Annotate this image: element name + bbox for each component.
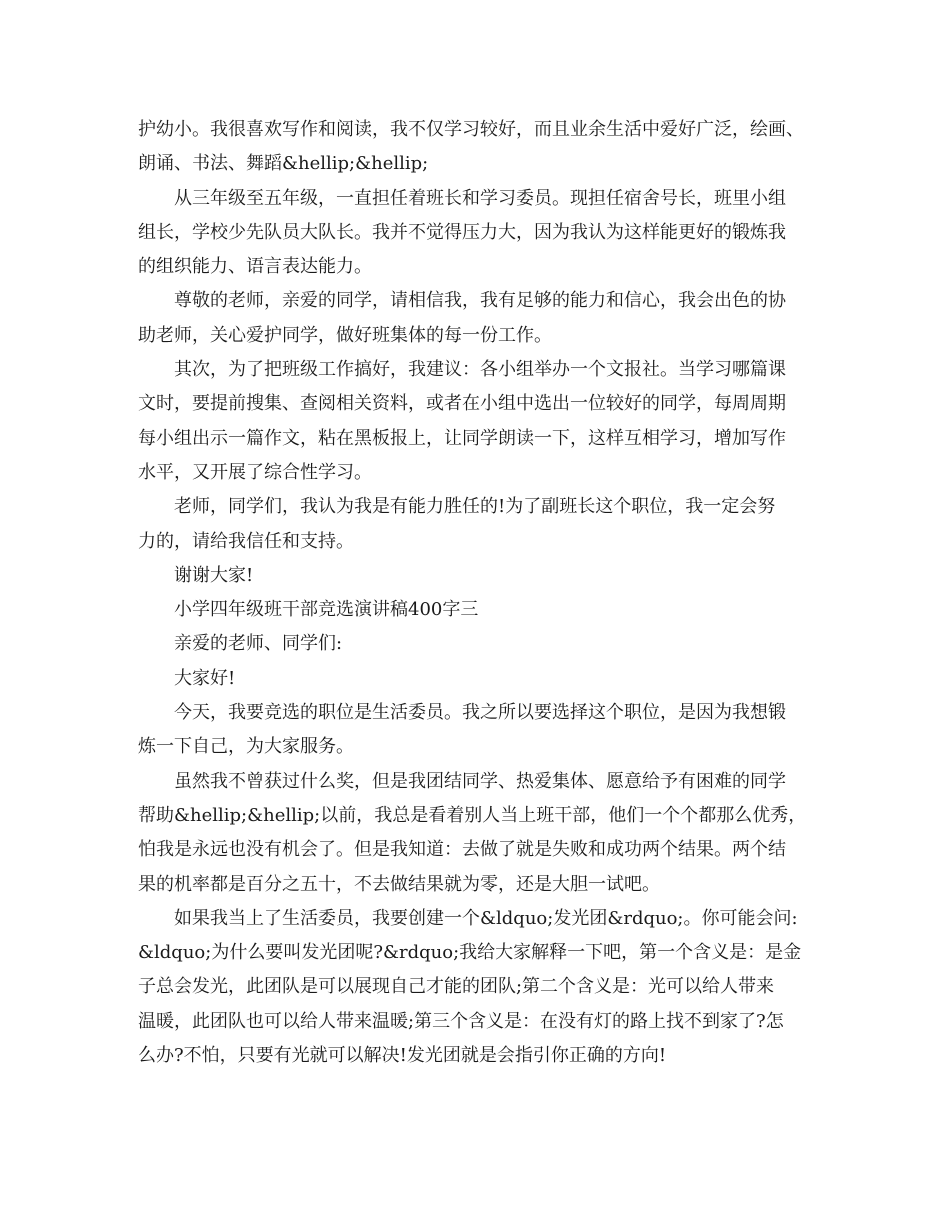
text-line: 炼一下自己，为大家服务。: [138, 736, 354, 758]
text-line: 果的机率都是百分之五十，不去做结果就为零，还是大胆一试吧。: [138, 873, 660, 895]
text-line: 护幼小。我很喜欢写作和阅读，我不仅学习较好，而且业余生活中爱好广泛，绘画、: [138, 119, 804, 140]
text-line: 的组织能力、语言表达能力。: [138, 256, 372, 278]
text-line: 子总会发光，此团队是可以展现自己才能的团队;第二个含义是：光可以给人带来: [138, 976, 775, 998]
text-line: 今天，我要竞选的职位是生活委员。我之所以要选择这个职位，是因为我想锻: [174, 702, 786, 724]
text-line: 老师，同学们，我认为我是有能力胜任的!为了副班长这个职位，我一定会努: [174, 496, 776, 518]
text-line: 每小组出示一篇作文，粘在黑板报上，让同学朗读一下，这样互相学习，增加写作: [138, 427, 786, 449]
text-line: 么办?不怕，只要有光就可以解决!发光团就是会指引你正确的方向!: [138, 1045, 667, 1067]
text-line: 力的，请给我信任和支持。: [138, 530, 354, 552]
text-line: 帮助&hellip;&hellip;以前，我总是看着别人当上班干部，他们一个个都那么优秀，: [138, 804, 807, 826]
text-line: 尊敬的老师，亲爱的同学，请相信我，我有足够的能力和信心，我会出色的协: [174, 290, 786, 312]
text-line: 如果我当上了生活委员，我要创建一个&ldquo;发光团&rdquo;。你可能会问:: [174, 907, 798, 929]
text-line: 温暖，此团队也可以给人带来温暖;第三个含义是：在没有灯的路上找不到家了?怎: [138, 1010, 784, 1032]
text-line: 谢谢大家!: [174, 564, 254, 586]
text-line: 组长，学校少先队员大队长。我并不觉得压力大，因为我认为这样能更好的锻炼我: [138, 221, 786, 243]
text-line: 虽然我不曾获过什么奖，但是我团结同学、热爱集体、愿意给予有困难的同学: [174, 770, 786, 792]
text-line: 怕我是永远也没有机会了。但是我知道：去做了就是失败和成功两个结果。两个结: [138, 839, 786, 861]
text-line: 朗诵、书法、舞蹈&hellip;&hellip;: [138, 153, 429, 175]
text-line: 从三年级至五年级，一直担任着班长和学习委员。现担任宿舍号长，班里小组: [174, 187, 786, 209]
text-line: 小学四年级班干部竞选演讲稿400字三: [174, 599, 479, 621]
text-line: 大家好!: [174, 667, 236, 689]
text-line: 助老师，关心爱护同学，做好班集体的每一份工作。: [138, 324, 552, 346]
text-line: 亲爱的老师、同学们:: [174, 633, 343, 655]
text-line: 其次，为了把班级工作搞好，我建议：各小组举办一个文报社。当学习哪篇课: [174, 359, 786, 381]
text-line: &ldquo;为什么要叫发光团呢?&rdquo;我给大家解释一下吧，第一个含义是：是金: [138, 942, 802, 964]
text-line: 文时，要提前搜集、查阅相关资料，或者在小组中选出一位较好的同学，每周周期: [138, 393, 786, 415]
body-text: [138, 113, 828, 1073]
text-line: 水平，又开展了综合性学习。: [138, 461, 372, 483]
